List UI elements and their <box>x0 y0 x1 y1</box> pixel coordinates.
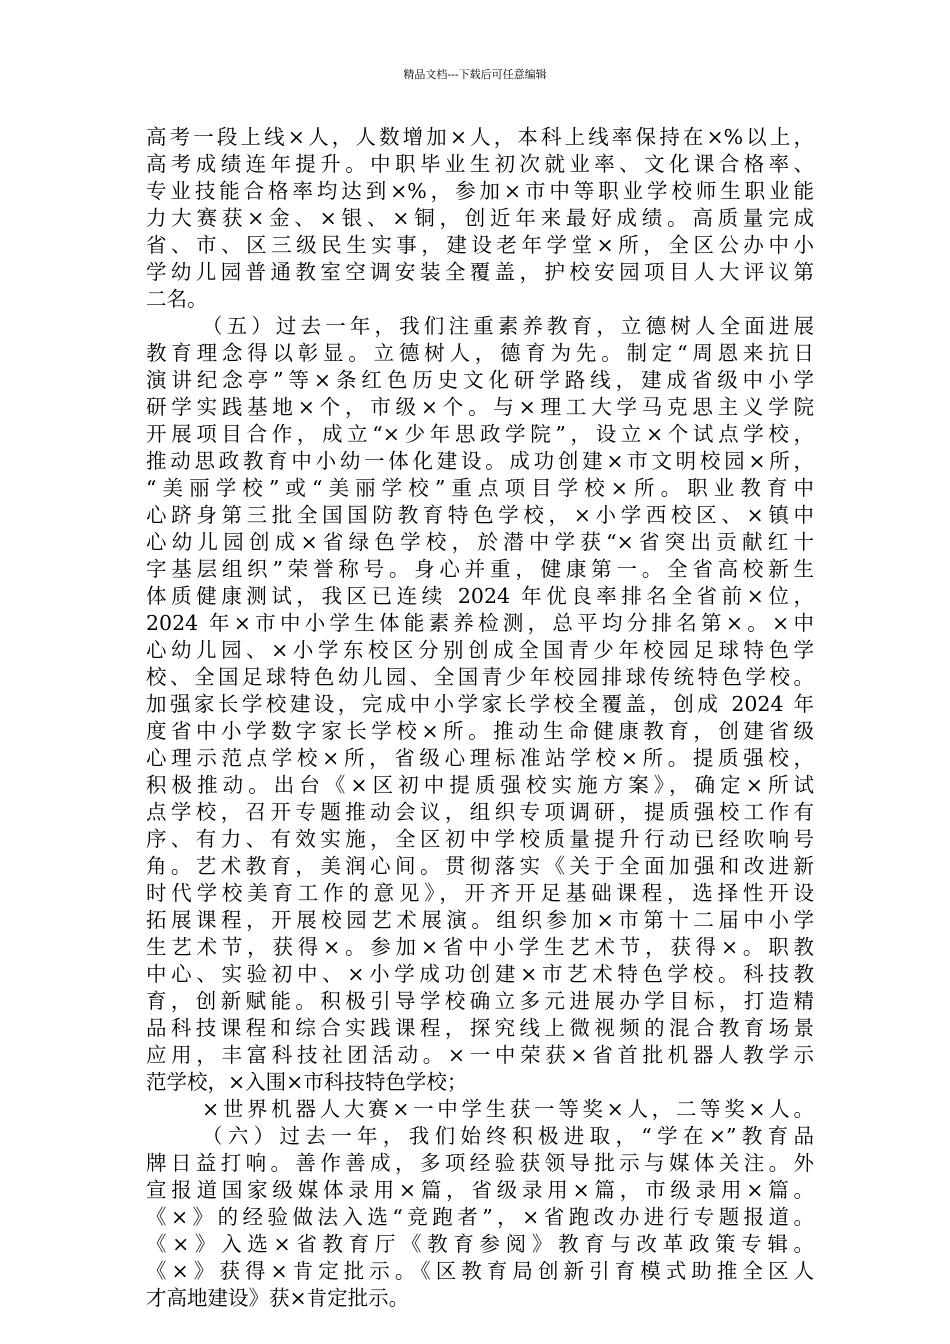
text-line: 点学校，召开专题推动会议，组织专项调研，提质强校工作有 <box>146 800 814 824</box>
text-line: 角。艺术教育，美润心间。贯彻落实《关于全面加强和改进新 <box>146 854 814 878</box>
text-line: 才高地建设》获×肯定批示。 <box>146 1286 410 1310</box>
text-line: 演讲纪念亭”等×条红色历史文化研学路线，建成省级中小学 <box>146 368 814 392</box>
text-line: ×世界机器人大赛×一中学生获一等奖×人，二等奖×人。 <box>202 1097 814 1121</box>
text-line: 心幼儿园、×小学东校区分别创成全国青少年校园足球特色学 <box>146 638 814 662</box>
text-line: 体质健康测试，我区已连续 2024 年优良率排名全省前×位， <box>146 584 814 608</box>
text-line: 序、有力、有效实施，全区初中学校质量提升行动已经吹响号 <box>146 827 814 851</box>
text-line: 拓展课程，开展校园艺术展演。组织参加×市第十二届中小学 <box>146 908 814 932</box>
document-body <box>146 124 814 1312</box>
text-line: 中心、实验初中、×小学成功创建×市艺术特色学校。科技教 <box>146 962 814 986</box>
text-line: 开展项目合作，成立“×少年思政学院”，设立×个试点学校， <box>146 422 814 446</box>
text-line: 品科技课程和综合实践课程，探究线上微视频的混合教育场景 <box>146 1016 814 1040</box>
text-line: 牌日益打响。善作善成，多项经验获领导批示与媒体关注。外 <box>146 1151 814 1175</box>
text-line: 高考一段上线×人，人数增加×人，本科上线率保持在×%以上， <box>146 125 814 149</box>
text-line: 专业技能合格率均达到×%，参加×市中等职业学校师生职业能 <box>146 179 814 203</box>
text-line: 高考成绩连年提升。中职毕业生初次就业率、文化课合格率、 <box>146 152 814 176</box>
text-line: “美丽学校”或“美丽学校”重点项目学校×所。职业教育中 <box>146 476 814 500</box>
text-line: （六）过去一年，我们始终积极进取，“学在×”教育品 <box>202 1124 814 1148</box>
text-line: 度省中小学数字家长学校×所。推动生命健康教育，创建省级 <box>146 719 814 743</box>
text-line: 字基层组织”荣誉称号。身心并重，健康第一。全省高校新生 <box>146 557 814 581</box>
text-line: 时代学校美育工作的意见》，开齐开足基础课程，选择性开设 <box>146 881 814 905</box>
text-line: 省、市、区三级民生实事，建设老年学堂×所，全区公办中小 <box>146 233 814 257</box>
text-line: 加强家长学校建设，完成中小学家长学校全覆盖，创成 2024 年 <box>146 692 814 716</box>
text-line: 宣报道国家级媒体录用×篇，省级录用×篇，市级录用×篇。 <box>146 1178 814 1202</box>
text-line: 《×》获得×肯定批示。《区教育局创新引育模式助推全区人 <box>146 1259 814 1283</box>
text-line: 教育理念得以彰显。立德树人，德育为先。制定“周恩来抗日 <box>146 341 814 365</box>
text-line: 学幼儿园普通教室空调安装全覆盖，护校安园项目人大评议第 <box>146 260 814 284</box>
text-line: 2024 年×市中小学生体能素养检测，总平均分排名第×。×中 <box>146 611 814 635</box>
text-line: 《×》的经验做法入选“竞跑者”，×省跑改办进行专题报道。 <box>146 1205 814 1229</box>
text-line: 研学实践基地×个，市级×个。与×理工大学马克思主义学院 <box>146 395 814 419</box>
text-line: （五）过去一年，我们注重素养教育，立德树人全面进展 <box>202 314 814 338</box>
text-line: 校、全国足球特色幼儿园、全国青少年校园排球传统特色学校。 <box>146 665 814 689</box>
text-line: 二名。 <box>146 287 208 311</box>
text-line: 范学校，×入围×市科技特色学校； <box>146 1070 468 1094</box>
page-header: 精品文档---下载后可任意编辑 <box>403 68 547 81</box>
text-line: 生艺术节，获得×。参加×省中小学生艺术节，获得×。职教 <box>146 935 814 959</box>
text-line: 心幼儿园创成×省绿色学校，於潜中学获“×省突出贡献红十 <box>146 530 814 554</box>
text-line: 推动思政教育中小幼一体化建设。成功创建×市文明校园×所， <box>146 449 814 473</box>
text-line: 《×》入选×省教育厅《教育参阅》教育与改革政策专辑。 <box>146 1232 814 1256</box>
text-line: 心跻身第三批全国国防教育特色学校，×小学西校区、×镇中 <box>146 503 814 527</box>
text-line: 应用，丰富科技社团活动。×一中荣获×省首批机器人教学示 <box>146 1043 814 1067</box>
text-line: 育，创新赋能。积极引导学校确立多元进展办学目标，打造精 <box>146 989 814 1013</box>
text-line: 积极推动。出台《×区初中提质强校实施方案》，确定×所试 <box>146 773 814 797</box>
text-line: 心理示范点学校×所，省级心理标准站学校×所。提质强校， <box>146 746 814 770</box>
text-line: 力大赛获×金、×银、×铜，创近年来最好成绩。高质量完成 <box>146 206 814 230</box>
